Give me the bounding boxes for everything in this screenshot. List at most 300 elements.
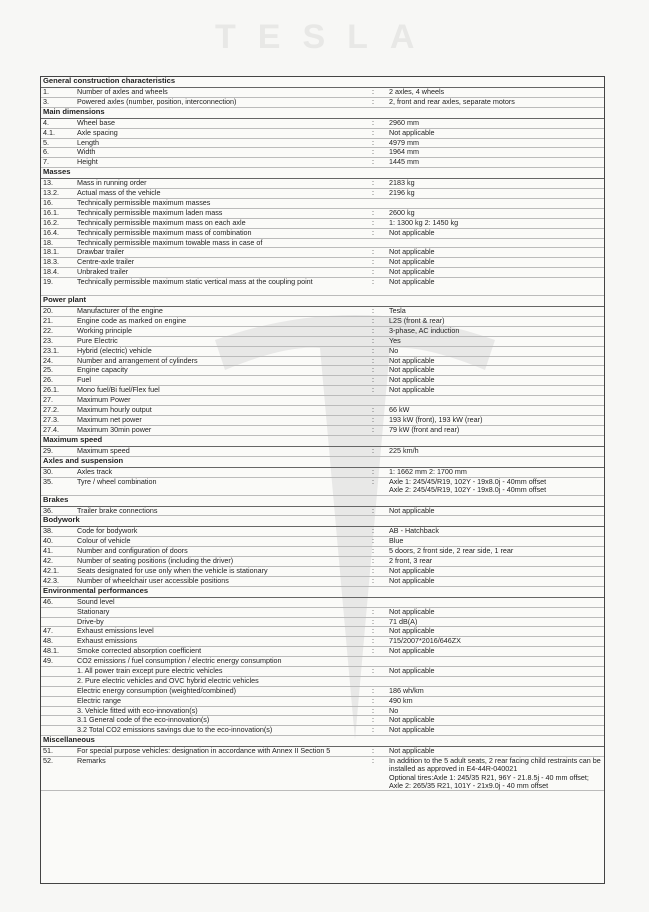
item-label: Engine code as marked on engine bbox=[75, 317, 359, 327]
item-value-line: 193 kW (front), 193 kW (rear) bbox=[389, 414, 483, 424]
item-value-line: Not applicable bbox=[389, 626, 435, 636]
separator: : bbox=[359, 208, 387, 218]
item-number bbox=[41, 716, 75, 726]
table-row bbox=[41, 158, 604, 168]
separator: : bbox=[359, 647, 387, 657]
item-number: 18.4. bbox=[41, 268, 75, 278]
separator: : bbox=[359, 757, 387, 791]
separator: : bbox=[359, 268, 387, 278]
item-label: Drawbar trailer bbox=[75, 248, 359, 258]
item-value-line: 1: 1300 kg 2: 1450 kg bbox=[389, 217, 459, 227]
separator: : bbox=[359, 317, 387, 327]
item-label: Manufacturer of the engine bbox=[75, 307, 359, 317]
separator: : bbox=[359, 617, 387, 627]
table-row bbox=[41, 566, 604, 576]
table-row bbox=[41, 446, 604, 456]
item-value-line: Not applicable bbox=[389, 606, 435, 616]
separator bbox=[359, 199, 387, 209]
item-value-line: Not applicable bbox=[389, 375, 435, 385]
item-value bbox=[387, 278, 604, 296]
item-number: 36. bbox=[41, 506, 75, 516]
separator: : bbox=[359, 118, 387, 128]
separator: : bbox=[359, 179, 387, 189]
item-value-line: Not applicable bbox=[389, 127, 435, 137]
table-row bbox=[41, 366, 604, 376]
item-number: 13.2. bbox=[41, 189, 75, 199]
item-label: Number of axles and wheels bbox=[75, 88, 359, 98]
item-value-line: 5 doors, 2 front side, 2 rear side, 1 rear bbox=[389, 546, 514, 556]
table-row bbox=[41, 88, 604, 98]
letterhead-logo: TESLA bbox=[215, 18, 437, 56]
item-value bbox=[387, 757, 604, 791]
separator: : bbox=[359, 607, 387, 617]
item-label: Unbraked trailer bbox=[75, 268, 359, 278]
item-value-line: Not applicable bbox=[389, 505, 435, 515]
item-label: Trailer brake connections bbox=[75, 506, 359, 516]
item-label: Technically permissible maximum mass on each axle bbox=[75, 218, 359, 228]
item-value bbox=[387, 88, 604, 98]
item-value bbox=[387, 346, 604, 356]
item-value-line: Yes bbox=[389, 335, 401, 345]
item-label: Number of seating positions (including the driver) bbox=[75, 557, 359, 567]
item-value bbox=[387, 158, 604, 168]
item-value bbox=[387, 657, 604, 667]
item-value-line: 186 wh/km bbox=[389, 685, 424, 695]
table-row bbox=[41, 128, 604, 138]
separator bbox=[359, 657, 387, 667]
section-heading bbox=[41, 516, 604, 527]
separator: : bbox=[359, 258, 387, 268]
table-row bbox=[41, 477, 604, 495]
item-number: 4. bbox=[41, 118, 75, 128]
item-label: 3. Vehicle fitted with eco-innovation(s) bbox=[75, 706, 359, 716]
item-number: 40. bbox=[41, 537, 75, 547]
separator: : bbox=[359, 248, 387, 258]
item-number: 27.4. bbox=[41, 425, 75, 435]
section-title: Power plant bbox=[41, 296, 604, 307]
separator: : bbox=[359, 627, 387, 637]
table-row bbox=[41, 199, 604, 209]
separator: : bbox=[359, 336, 387, 346]
section-title: General construction characteristics bbox=[41, 77, 604, 88]
item-number bbox=[41, 686, 75, 696]
item-label: Technically permissible maximum masses bbox=[75, 199, 359, 209]
item-label: Wheel base bbox=[75, 118, 359, 128]
item-number: 48.1. bbox=[41, 647, 75, 657]
table-row bbox=[41, 118, 604, 128]
item-number: 29. bbox=[41, 446, 75, 456]
item-value bbox=[387, 148, 604, 158]
item-value-line: 1: 1662 mm 2: 1700 mm bbox=[389, 466, 467, 476]
item-value bbox=[387, 386, 604, 396]
separator: : bbox=[359, 366, 387, 376]
item-label: Maximum net power bbox=[75, 415, 359, 425]
item-value-line: Not applicable bbox=[389, 646, 435, 656]
item-label: Axle spacing bbox=[75, 128, 359, 138]
item-label: Drive-by bbox=[75, 617, 359, 627]
item-number: 20. bbox=[41, 307, 75, 317]
table-row bbox=[41, 238, 604, 248]
separator: : bbox=[359, 415, 387, 425]
separator: : bbox=[359, 97, 387, 107]
item-value-line: 2, front and rear axles, separate motors bbox=[389, 96, 515, 106]
section-title: Main dimensions bbox=[41, 107, 604, 118]
item-number: 23.1. bbox=[41, 346, 75, 356]
separator: : bbox=[359, 326, 387, 336]
item-value bbox=[387, 179, 604, 189]
item-value bbox=[387, 576, 604, 586]
section-heading bbox=[41, 296, 604, 307]
table-row bbox=[41, 676, 604, 686]
item-value bbox=[387, 666, 604, 676]
item-value bbox=[387, 317, 604, 327]
separator: : bbox=[359, 128, 387, 138]
item-label: Powered axles (number, position, interconnection) bbox=[75, 97, 359, 107]
item-label: Engine capacity bbox=[75, 366, 359, 376]
item-number: 18.1. bbox=[41, 248, 75, 258]
separator: : bbox=[359, 467, 387, 477]
item-value-line: Blue bbox=[389, 536, 404, 546]
separator: : bbox=[359, 376, 387, 386]
item-number bbox=[41, 696, 75, 706]
item-value bbox=[387, 199, 604, 209]
table-row bbox=[41, 657, 604, 667]
item-label: Fuel bbox=[75, 376, 359, 386]
item-number: 38. bbox=[41, 527, 75, 537]
item-number: 27.2. bbox=[41, 406, 75, 416]
item-label: Hybrid (electric) vehicle bbox=[75, 346, 359, 356]
item-label: Code for bodywork bbox=[75, 527, 359, 537]
table-row bbox=[41, 576, 604, 586]
item-number: 1. bbox=[41, 88, 75, 98]
separator: : bbox=[359, 158, 387, 168]
item-value bbox=[387, 696, 604, 706]
item-number: 48. bbox=[41, 637, 75, 647]
table-row bbox=[41, 138, 604, 148]
separator: : bbox=[359, 716, 387, 726]
separator: : bbox=[359, 307, 387, 317]
item-number: 27. bbox=[41, 396, 75, 406]
item-value-line: 2600 kg bbox=[389, 207, 415, 217]
table-row bbox=[41, 415, 604, 425]
separator: : bbox=[359, 547, 387, 557]
item-value-line: 2196 kg bbox=[389, 188, 415, 198]
spec-table bbox=[41, 77, 604, 791]
item-label: Pure Electric bbox=[75, 336, 359, 346]
item-number: 30. bbox=[41, 467, 75, 477]
table-row bbox=[41, 218, 604, 228]
item-label: Actual mass of the vehicle bbox=[75, 189, 359, 199]
item-number: 26.1. bbox=[41, 386, 75, 396]
item-value-line: Not applicable bbox=[389, 247, 435, 257]
item-label: Technically permissible maximum laden mass bbox=[75, 208, 359, 218]
item-value-line: 79 kW (front and rear) bbox=[389, 424, 460, 434]
item-value bbox=[387, 128, 604, 138]
item-value-line: No bbox=[389, 345, 399, 355]
item-number bbox=[41, 666, 75, 676]
table-row bbox=[41, 336, 604, 346]
table-row bbox=[41, 607, 604, 617]
table-row bbox=[41, 506, 604, 516]
item-value-line: 490 km bbox=[389, 695, 413, 705]
item-value bbox=[387, 118, 604, 128]
item-label: Maximum 30min power bbox=[75, 425, 359, 435]
separator: : bbox=[359, 576, 387, 586]
item-label: Exhaust emissions level bbox=[75, 627, 359, 637]
item-value-line: 71 dB(A) bbox=[389, 616, 418, 626]
item-value-line: 2183 kg bbox=[389, 178, 415, 188]
table-row bbox=[41, 686, 604, 696]
item-value bbox=[387, 406, 604, 416]
item-value bbox=[387, 326, 604, 336]
item-value-line: Not applicable bbox=[389, 227, 435, 237]
section-heading bbox=[41, 495, 604, 506]
item-value-line: Not applicable bbox=[389, 355, 435, 365]
separator: : bbox=[359, 537, 387, 547]
item-label: Working principle bbox=[75, 326, 359, 336]
item-value bbox=[387, 446, 604, 456]
item-number bbox=[41, 607, 75, 617]
item-value bbox=[387, 607, 604, 617]
item-number: 5. bbox=[41, 138, 75, 148]
item-number: 26. bbox=[41, 376, 75, 386]
separator: : bbox=[359, 566, 387, 576]
item-value bbox=[387, 467, 604, 477]
section-heading bbox=[41, 736, 604, 747]
table-row bbox=[41, 557, 604, 567]
item-number: 16.2. bbox=[41, 218, 75, 228]
separator: : bbox=[359, 189, 387, 199]
item-value bbox=[387, 647, 604, 657]
item-number: 19. bbox=[41, 278, 75, 296]
item-value-line: Not applicable bbox=[389, 746, 435, 756]
section-title: Maximum speed bbox=[41, 435, 604, 446]
item-value bbox=[387, 425, 604, 435]
separator: : bbox=[359, 706, 387, 716]
item-value bbox=[387, 138, 604, 148]
item-label: Axles track bbox=[75, 467, 359, 477]
item-number: 18.3. bbox=[41, 258, 75, 268]
item-number: 24. bbox=[41, 356, 75, 366]
item-number: 13. bbox=[41, 179, 75, 189]
table-row bbox=[41, 346, 604, 356]
item-value-line: 66 kW bbox=[389, 405, 410, 415]
item-number: 18. bbox=[41, 238, 75, 248]
item-number: 35. bbox=[41, 477, 75, 495]
item-number bbox=[41, 676, 75, 686]
separator: : bbox=[359, 228, 387, 238]
item-value-line: 1445 mm bbox=[389, 157, 419, 167]
table-row bbox=[41, 597, 604, 607]
item-label: For special purpose vehicles: designation in accordance with Annex II Section 5 bbox=[75, 747, 359, 757]
item-label: Number and configuration of doors bbox=[75, 547, 359, 557]
item-value bbox=[387, 477, 604, 495]
table-row bbox=[41, 208, 604, 218]
item-value bbox=[387, 228, 604, 238]
item-value-line: 2960 mm bbox=[389, 117, 419, 127]
separator: : bbox=[359, 218, 387, 228]
item-value-line: AB - Hatchback bbox=[389, 526, 439, 536]
table-row bbox=[41, 757, 604, 791]
item-value-line: In addition to the 5 adult seats, 2 rear facing child restraints can be installed as approved in E4-44R-040021 bbox=[389, 756, 601, 774]
item-label: Mono fuel/Bi fuel/Flex fuel bbox=[75, 386, 359, 396]
item-value-line: Not applicable bbox=[389, 575, 435, 585]
item-number: 25. bbox=[41, 366, 75, 376]
item-value bbox=[387, 396, 604, 406]
table-row bbox=[41, 326, 604, 336]
item-label: Sound level bbox=[75, 597, 359, 607]
item-value bbox=[387, 686, 604, 696]
item-value-line: 4979 mm bbox=[389, 137, 419, 147]
item-number: 16.1. bbox=[41, 208, 75, 218]
item-value-line: 3-phase, AC induction bbox=[389, 325, 460, 335]
item-label: Maximum hourly output bbox=[75, 406, 359, 416]
item-number: 16.4. bbox=[41, 228, 75, 238]
separator bbox=[359, 597, 387, 607]
section-heading bbox=[41, 456, 604, 467]
item-number bbox=[41, 706, 75, 716]
separator: : bbox=[359, 557, 387, 567]
item-number: 4.1. bbox=[41, 128, 75, 138]
item-number: 42. bbox=[41, 557, 75, 567]
item-value-line: 2 front, 3 rear bbox=[389, 556, 433, 566]
item-value-line: 715/2007*2016/646ZX bbox=[389, 636, 461, 646]
item-label: Exhaust emissions bbox=[75, 637, 359, 647]
item-value-line: No bbox=[389, 705, 399, 715]
item-label: Stationary bbox=[75, 607, 359, 617]
separator: : bbox=[359, 527, 387, 537]
item-value bbox=[387, 566, 604, 576]
item-value bbox=[387, 676, 604, 686]
separator: : bbox=[359, 696, 387, 706]
section-heading bbox=[41, 435, 604, 446]
item-label: Centre-axle trailer bbox=[75, 258, 359, 268]
item-number: 42.1. bbox=[41, 566, 75, 576]
separator: : bbox=[359, 666, 387, 676]
item-number: 49. bbox=[41, 657, 75, 667]
item-value bbox=[387, 415, 604, 425]
section-title: Miscellaneous bbox=[41, 736, 604, 747]
item-number: 27.3. bbox=[41, 415, 75, 425]
table-row bbox=[41, 467, 604, 477]
table-row bbox=[41, 696, 604, 706]
item-value-line: Not applicable bbox=[389, 565, 435, 575]
item-label: 3.1 General code of the eco-innovation(s) bbox=[75, 716, 359, 726]
item-value bbox=[387, 97, 604, 107]
item-label: Technically permissible maximum towable mass in case of bbox=[75, 238, 359, 248]
item-value-line: Not applicable bbox=[389, 715, 435, 725]
section-heading bbox=[41, 168, 604, 179]
item-number: 42.3. bbox=[41, 576, 75, 586]
separator: : bbox=[359, 406, 387, 416]
section-title: Environmental performances bbox=[41, 586, 604, 597]
item-number: 41. bbox=[41, 547, 75, 557]
table-row bbox=[41, 148, 604, 158]
item-value-line: Not applicable bbox=[389, 267, 435, 277]
separator: : bbox=[359, 278, 387, 296]
section-title: Axles and suspension bbox=[41, 456, 604, 467]
item-value bbox=[387, 557, 604, 567]
separator: : bbox=[359, 148, 387, 158]
separator: : bbox=[359, 138, 387, 148]
separator: : bbox=[359, 356, 387, 366]
section-title: Masses bbox=[41, 168, 604, 179]
item-value bbox=[387, 218, 604, 228]
item-value-line: Axle 1: 245/45/R19, 102Y - 19x8.0j - 40mm offset bbox=[389, 476, 547, 486]
item-label: Colour of vehicle bbox=[75, 537, 359, 547]
item-value-line: Not applicable bbox=[389, 665, 435, 675]
item-label: 2. Pure electric vehicles and OVC hybrid electric vehicles bbox=[75, 676, 359, 686]
item-label: Electric energy consumption (weighted/combined) bbox=[75, 686, 359, 696]
separator: : bbox=[359, 346, 387, 356]
section-heading bbox=[41, 77, 604, 88]
item-label: CO2 emissions / fuel consumption / electric energy consumption bbox=[75, 657, 359, 667]
item-label: Width bbox=[75, 148, 359, 158]
table-row bbox=[41, 97, 604, 107]
table-row bbox=[41, 726, 604, 736]
item-number: 47. bbox=[41, 627, 75, 637]
item-label: Maximum speed bbox=[75, 446, 359, 456]
item-number: 21. bbox=[41, 317, 75, 327]
separator: : bbox=[359, 425, 387, 435]
item-value-line: Tesla bbox=[389, 306, 406, 316]
item-number: 6. bbox=[41, 148, 75, 158]
table-row bbox=[41, 425, 604, 435]
separator: : bbox=[359, 386, 387, 396]
table-row bbox=[41, 317, 604, 327]
item-value-line: Optional tires:Axle 1: 245/35 R21, 96Y - 21.8.5j - 40 mm offset; Axle 2: 265/35 R21, 101Y - 21x9.0j - 40 mm offset bbox=[389, 772, 589, 790]
item-value bbox=[387, 189, 604, 199]
separator: : bbox=[359, 637, 387, 647]
separator: : bbox=[359, 477, 387, 495]
item-label: Length bbox=[75, 138, 359, 148]
item-label: Smoke corrected absorption coefficient bbox=[75, 647, 359, 657]
item-label: Technically permissible maximum static vertical mass at the coupling point bbox=[75, 278, 359, 296]
item-value-line: Not applicable bbox=[389, 725, 435, 735]
item-value-line: Not applicable bbox=[389, 277, 435, 287]
spec-sheet bbox=[40, 76, 605, 884]
item-number: 22. bbox=[41, 326, 75, 336]
section-title: Bodywork bbox=[41, 516, 604, 527]
table-row bbox=[41, 228, 604, 238]
item-number: 23. bbox=[41, 336, 75, 346]
item-value-line: Not applicable bbox=[389, 257, 435, 267]
item-value-line: L2S (front & rear) bbox=[389, 316, 445, 326]
table-row bbox=[41, 666, 604, 676]
item-number: 52. bbox=[41, 757, 75, 791]
separator: : bbox=[359, 446, 387, 456]
item-label: Mass in running order bbox=[75, 179, 359, 189]
item-value-line: 225 km/h bbox=[389, 445, 419, 455]
item-number: 7. bbox=[41, 158, 75, 168]
item-label: Maximum Power bbox=[75, 396, 359, 406]
separator: : bbox=[359, 726, 387, 736]
section-heading bbox=[41, 107, 604, 118]
section-title: Brakes bbox=[41, 495, 604, 506]
item-label: Seats designated for use only when the vehicle is stationary bbox=[75, 566, 359, 576]
item-label: Height bbox=[75, 158, 359, 168]
item-value bbox=[387, 506, 604, 516]
item-label: Electric range bbox=[75, 696, 359, 706]
table-row bbox=[41, 278, 604, 296]
item-value bbox=[387, 726, 604, 736]
item-value bbox=[387, 336, 604, 346]
item-value bbox=[387, 527, 604, 537]
item-number: 3. bbox=[41, 97, 75, 107]
item-number: 51. bbox=[41, 747, 75, 757]
item-label: Remarks bbox=[75, 757, 359, 791]
section-heading bbox=[41, 586, 604, 597]
